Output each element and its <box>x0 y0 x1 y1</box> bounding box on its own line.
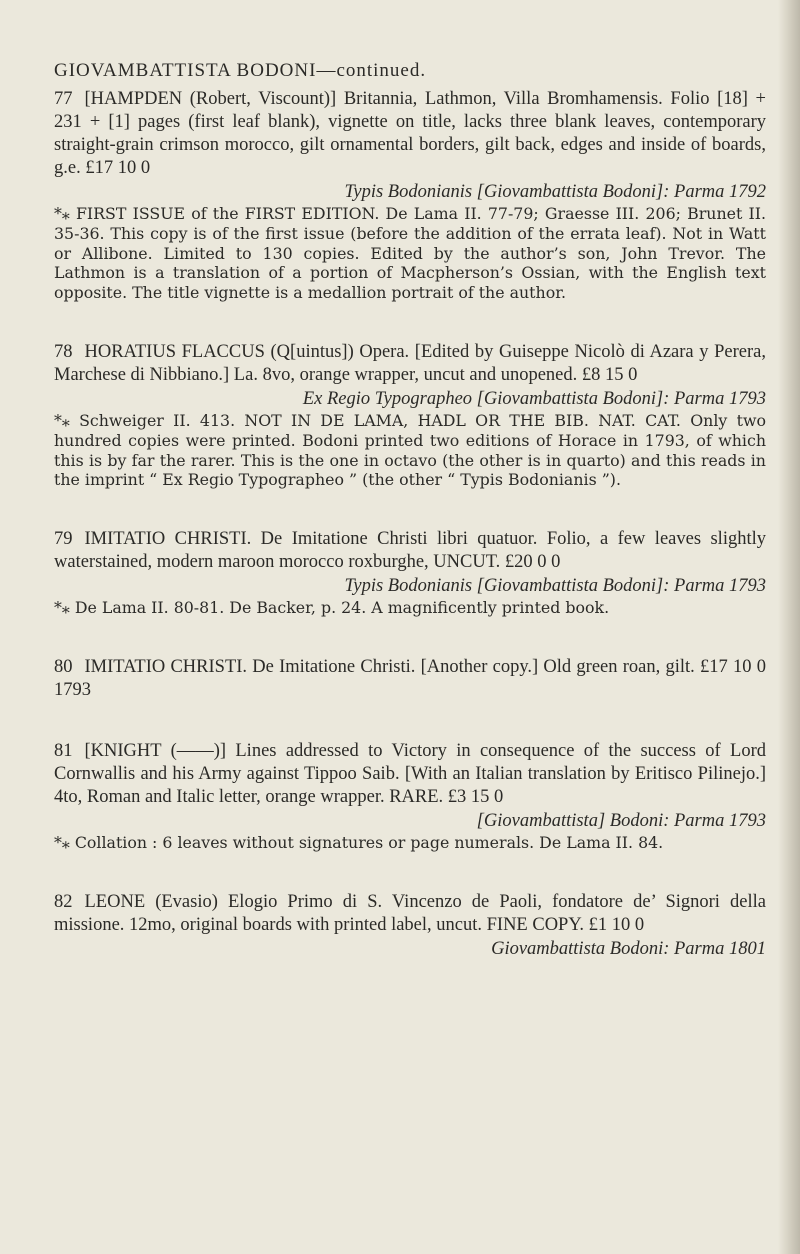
entry-number: 79 <box>54 529 73 550</box>
entry-text: IMITATIO CHRISTI. De Imitatione Christi libri quatuor. Folio, a few leaves slightly waterstained, modern maroon morocco roxburghe, UNCUT. £20 0 0 <box>54 529 766 573</box>
entry-description <box>54 528 766 574</box>
entry-number: 77 <box>54 89 73 109</box>
entry-number: 81 <box>54 740 73 761</box>
entry-note: *⁎ Collation : 6 leaves without signatures or page numerals. De Lama II. 84. <box>54 832 664 852</box>
entry-imprint: [Giovambattista] Bodoni: Parma 1793 <box>476 810 766 831</box>
entry-text: LEONE (Evasio) Elogio Primo di S. Vincenzo de Paoli, fondatore de’ Signori della missione. 12mo, original boards with printed label, uncut. FINE COPY. £1 10 0 <box>54 891 766 935</box>
entry-imprint: Typis Bodonianis [Giovambattista Bodoni]: Parma 1792 <box>344 182 766 202</box>
entry-imprint: Typis Bodonianis [Giovambattista Bodoni]: Parma 1793 <box>344 576 766 597</box>
entry-text: [HAMPDEN (Robert, Viscount)] Britannia, Lathmon, Villa Bromhamensis. Folio [18] + 231 + [1] pages (first leaf blank), vignette on title, lacks three blank leaves, contemporary straight-grain crimson morocco, gilt ornamental borders, gilt back, edges and inside of boards, g.e. £17 10 0 <box>54 89 766 178</box>
entry-note: *⁎ De Lama II. 80-81. De Backer, p. 24. A magnificently printed book. <box>54 598 610 618</box>
entry-note: *⁎ Schweiger II. 413. NOT IN DE LAMA, HADL OR THE BIB. NAT. CAT. Only two hundred copies were printed. Bodoni printed two editions of Horace in 1793, of which this is by far the rarer. This is the one in octavo (the other is in quarto) and this reads in the imprint “ Ex Regio Typographeo ” (the other “ Typis Bodonianis ”). <box>54 410 766 490</box>
entry-description <box>54 88 766 180</box>
catalogue-entry <box>54 740 766 853</box>
catalogue-entry <box>54 656 766 702</box>
entry-number: 80 <box>54 656 73 677</box>
entry-description <box>54 341 766 387</box>
entry-number: 82 <box>54 891 73 912</box>
entry-description <box>54 891 766 937</box>
section-heading: GIOVAMBATTISTA BODONI—continued. <box>54 60 427 81</box>
entry-imprint: Giovambattista Bodoni: Parma 1801 <box>491 938 766 959</box>
entry-text: HORATIUS FLACCUS (Q[uintus]) Opera. [Edited by Guiseppe Nicolò di Azara y Perera, Marchese di Nibbiano.] La. 8vo, orange wrapper, uncut and unopened. £8 15 0 <box>54 341 766 385</box>
entry-imprint: Ex Regio Typographeo [Giovambattista Bodoni]: Parma 1793 <box>302 388 766 409</box>
entry-text: [KNIGHT (——)] Lines addressed to Victory in consequence of the success of Lord Cornwallis and his Army against Tippoo Saib. [With an Italian translation by Eritisco Pilinejo.] 4to, Roman and Italic letter, orange wrapper. RARE. £3 15 0 <box>54 740 766 807</box>
catalogue-entry <box>54 341 766 490</box>
entry-note: *⁎ FIRST ISSUE of the FIRST EDITION. De Lama II. 77-79; Graesse III. 206; Brunet II. 35-36. This copy is of the first issue (before the addition of the errata leaf). Not in Watt or Allibone. Limited to 130 copies. Edited by the author’s son, John Trevor. The Lathmon is a translation of a portion of Macpherson’s Ossian, with the English text opposite. The title vignette is a medallion portrait of the author. <box>54 204 766 303</box>
catalogue-content <box>54 60 766 999</box>
catalogue-entry <box>54 88 766 303</box>
entry-description <box>54 656 766 702</box>
page-edge-shadow <box>778 0 800 1254</box>
entry-number: 78 <box>54 341 73 362</box>
entry-text: IMITATIO CHRISTI. De Imitatione Christi. [Another copy.] Old green roan, gilt. £17 10 0 1793 <box>54 656 766 700</box>
catalogue-entry <box>54 891 766 961</box>
entry-description <box>54 740 766 809</box>
catalogue-entry <box>54 528 766 618</box>
